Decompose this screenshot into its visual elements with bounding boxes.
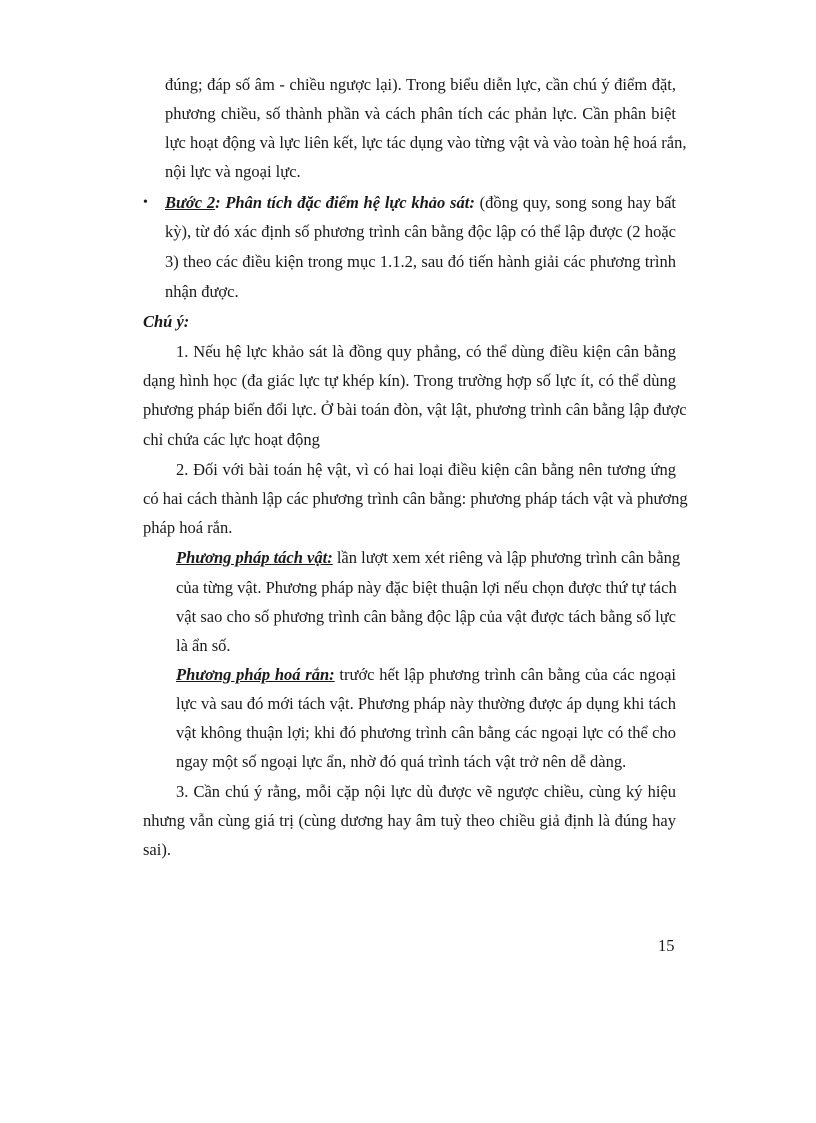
paragraph-line: dạng hình học (đa giác lực tự khép kín). Trong trường hợp số lực ít, có thể dùng xyxy=(143,371,676,390)
method1-heading-line xyxy=(176,548,681,568)
paragraph-line: pháp hoá rắn. xyxy=(143,518,233,537)
paragraph-line: là ẩn số. xyxy=(176,636,231,655)
paragraph-line: lực hoạt động và lực liên kết, lực tác dụng vào từng vật và vào toàn hệ hoá rắn, xyxy=(165,133,687,152)
paragraph-line: có hai cách thành lập các phương trình cân bằng: phương pháp tách vật và phương xyxy=(143,489,688,508)
paragraph-line: đúng; đáp số âm - chiều ngược lại). Trong biểu diễn lực, cần chú ý điểm đặt, xyxy=(165,75,676,94)
method2-text: trước hết lập phương trình cân bằng của các ngoại xyxy=(334,665,676,684)
page-number: 15 xyxy=(658,936,675,955)
paragraph-line: 1. Nếu hệ lực khảo sát là đồng quy phẳng, có thể dùng điều kiện cân bằng xyxy=(176,342,676,361)
note-heading: Chú ý: xyxy=(143,312,190,331)
paragraph-line: của từng vật. Phương pháp này đặc biệt thuận lợi nếu chọn được thứ tự tách xyxy=(176,578,677,597)
paragraph-line: 3. Cần chú ý rằng, mỗi cặp nội lực dù được vẽ ngược chiều, cùng ký hiệu xyxy=(176,782,676,801)
step2-heading-line xyxy=(165,193,676,213)
method2-heading-line xyxy=(176,665,676,685)
paragraph-line: nhận được. xyxy=(165,282,239,301)
paragraph-line: ngay một số ngoại lực ẩn, nhờ đó quá trình tách vật trở nên dễ dàng. xyxy=(176,752,627,771)
step2-title: : Phân tích đặc điểm hệ lực khảo sát: xyxy=(215,193,475,212)
paragraph-line: nội lực và ngoại lực. xyxy=(165,162,301,181)
paragraph-line: kỳ), từ đó xác định số phương trình cân bằng độc lập có thể lập được (2 hoặc xyxy=(165,222,676,241)
paragraph-line: 3) theo các điều kiện trong mục 1.1.2, sau đó tiến hành giải các phương trình xyxy=(165,252,676,271)
paragraph-line: chỉ chứa các lực hoạt động xyxy=(143,430,320,449)
method2-title: Phương pháp hoá rắn: xyxy=(176,665,335,684)
step2-label: Bước 2 xyxy=(165,193,216,212)
paragraph-line: phương pháp biến đổi lực. Ở bài toán đòn, vật lật, phương trình cân bằng lập được xyxy=(143,400,687,419)
bullet-icon: • xyxy=(143,195,148,210)
method1-text: lần lượt xem xét riêng và lập phương trình cân bằng xyxy=(332,548,681,567)
paragraph-line: lực và sau đó mới tách vật. Phương pháp này thường được áp dụng khi tách xyxy=(176,694,676,713)
paragraph-line: vật không thuận lợi; khi đó phương trình cân bằng các ngoại lực có thể cho xyxy=(176,723,676,742)
paragraph-line: 2. Đối với bài toán hệ vật, vì có hai loại điều kiện cân bằng nên tương ứng xyxy=(176,460,676,479)
paragraph-line: vật sao cho số phương trình cân bằng độc lập của vật được tách bằng số lực xyxy=(176,607,676,626)
paragraph-line: nhưng vẫn cùng giá trị (cùng dương hay âm tuỳ theo chiều giả định là đúng hay xyxy=(143,811,676,830)
step2-text: (đồng quy, song song hay bất xyxy=(474,193,676,212)
paragraph-line: phương chiều, số thành phần và cách phân tích các phản lực. Cần phân biệt xyxy=(165,104,676,123)
paragraph-line: sai). xyxy=(143,840,171,859)
method1-title: Phương pháp tách vật: xyxy=(176,548,333,567)
